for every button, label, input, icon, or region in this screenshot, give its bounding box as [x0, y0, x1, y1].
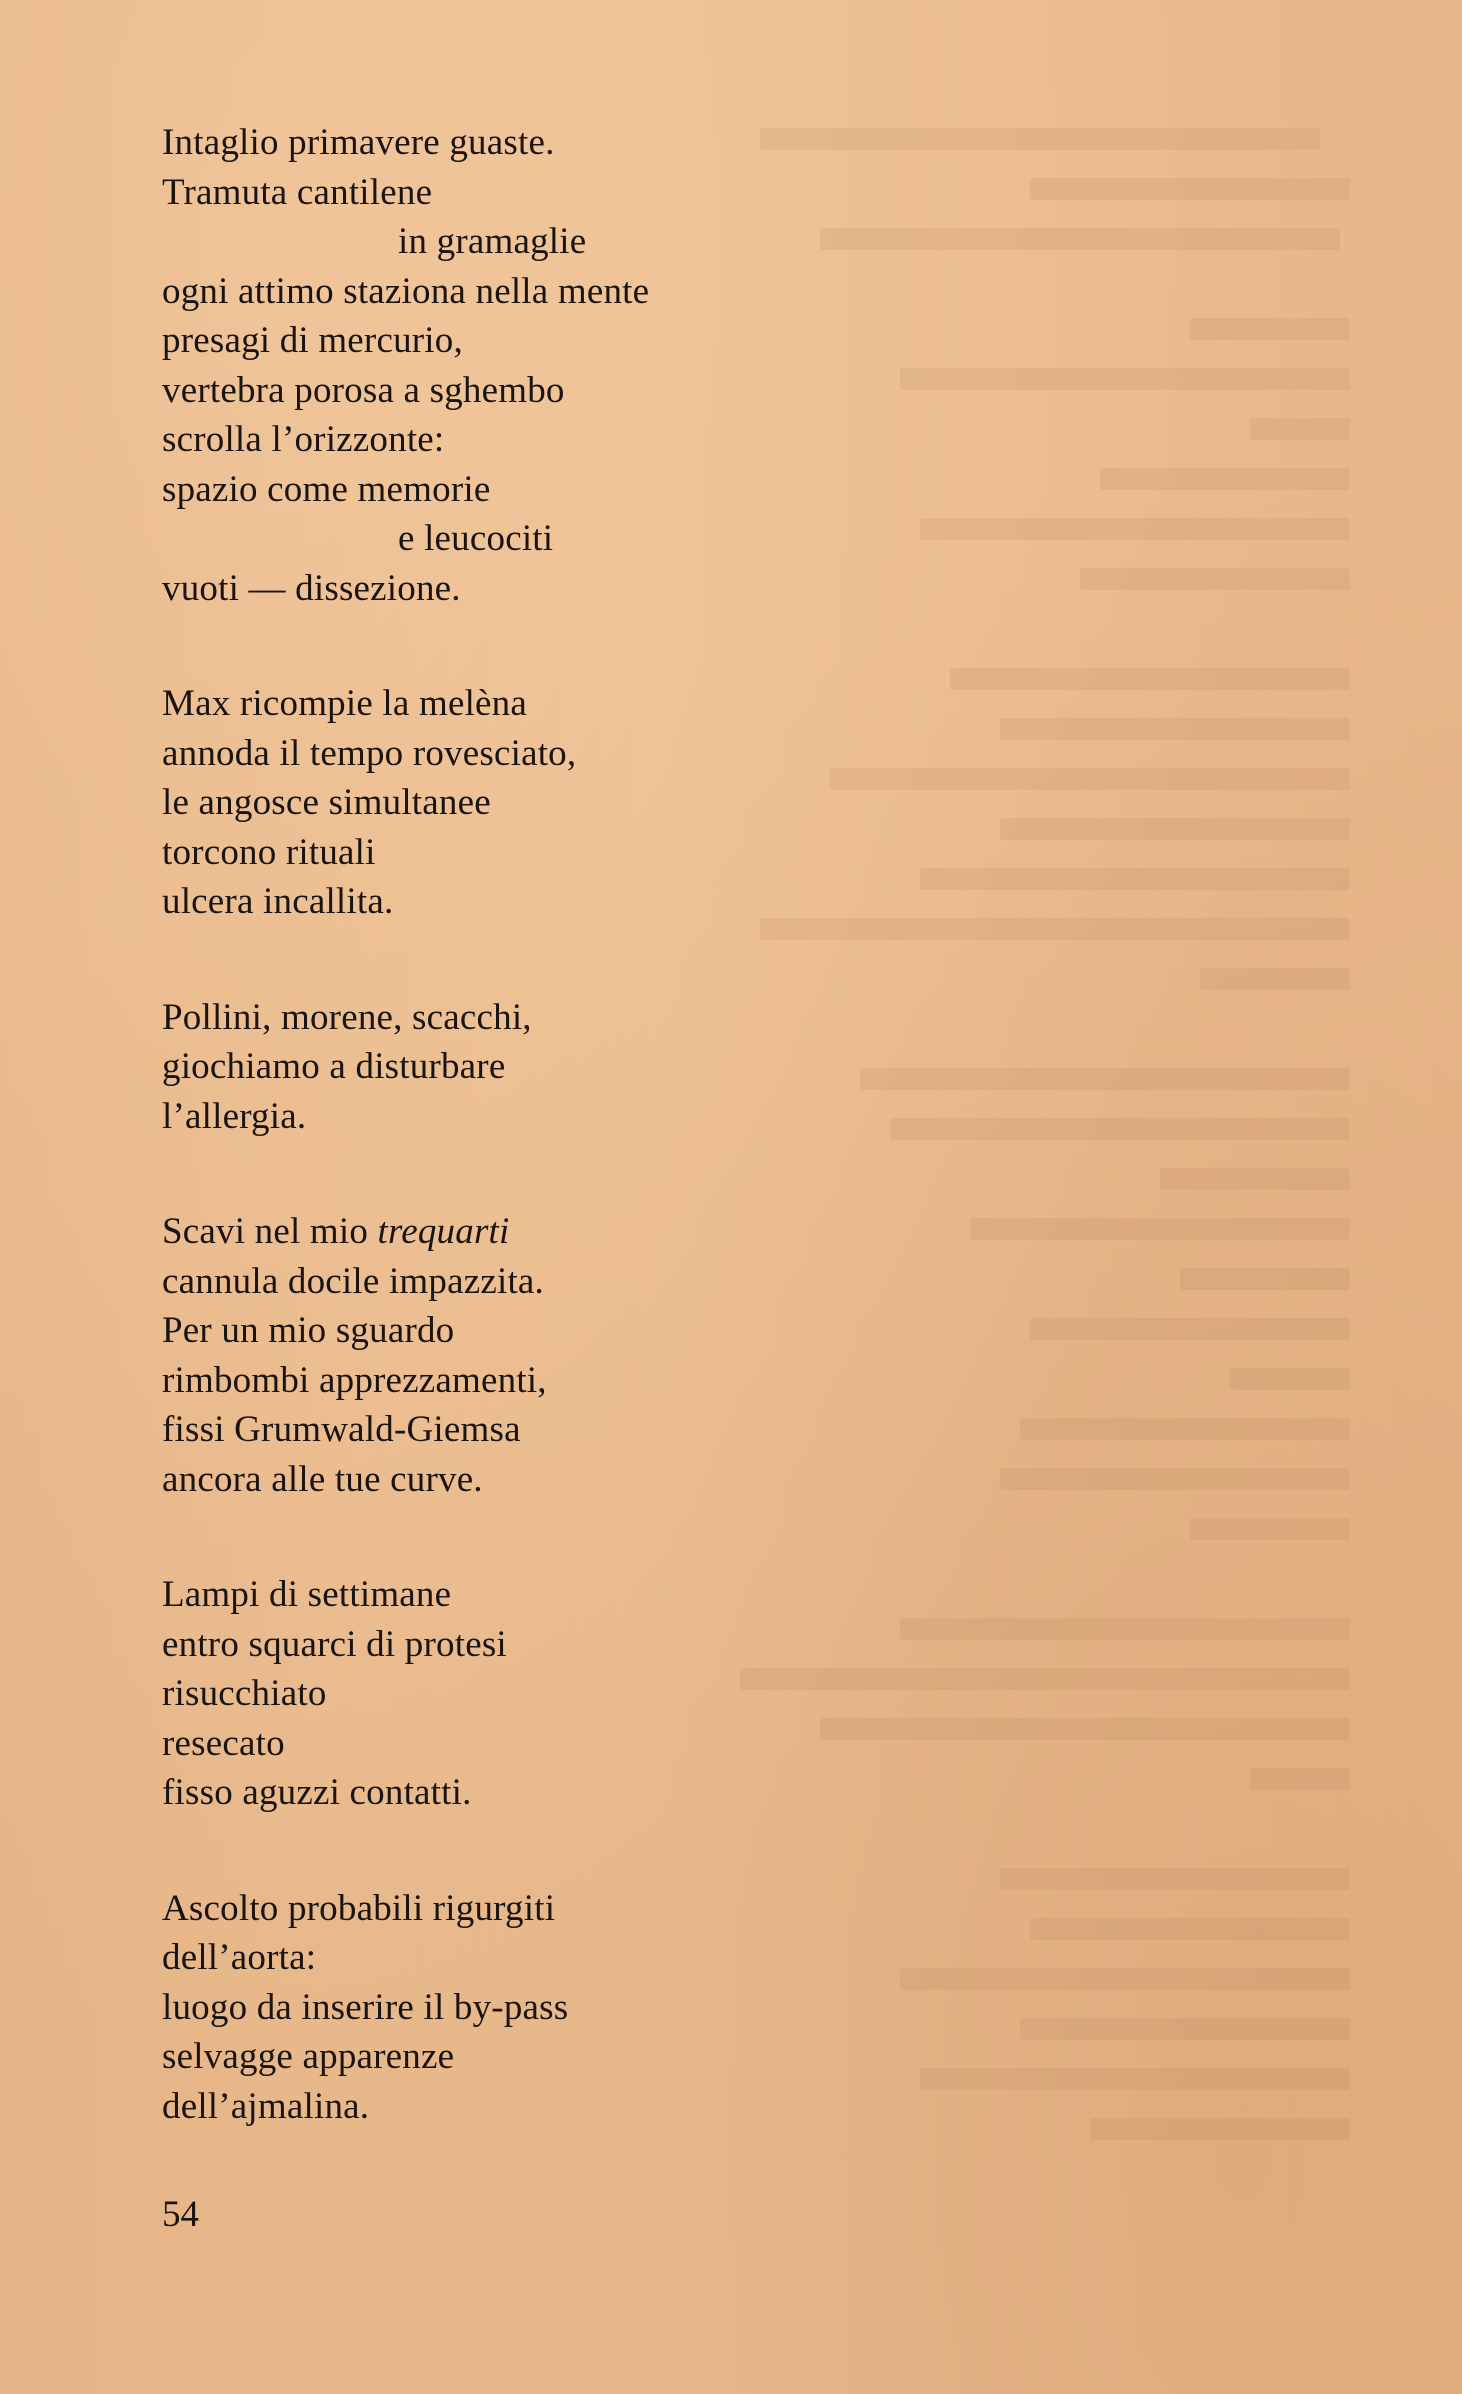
poem-line: Pollini, morene, scacchi,: [162, 996, 532, 1038]
poem-line: ulcera incallita.: [162, 881, 394, 922]
poem-line: resecato: [162, 1722, 285, 1764]
poem-line: spazio come memorie: [162, 468, 491, 510]
poem-line: cannula docile impazzita.: [162, 1260, 545, 1302]
poem-line: luogo da inserire il by-pass: [162, 1986, 569, 2028]
poem-line: le angosce simultanee: [162, 782, 491, 823]
poem-line: in gramaglie: [398, 221, 587, 262]
poem-line: fissi Grumwald-Giemsa: [162, 1409, 521, 1450]
poem-line: vertebra porosa a sghembo: [162, 369, 565, 411]
poem-line: selvagge apparenze: [162, 2036, 455, 2077]
stanza-5: [162, 1570, 922, 1818]
stanza-4: [162, 1207, 922, 1504]
poem-line: risucchiato: [162, 1673, 327, 1714]
poem-line: Ascolto probabili rigurgiti: [162, 1887, 556, 1929]
poem-line: Max ricompie la melèna: [162, 683, 528, 724]
poem-line: l’allergia.: [162, 1095, 307, 1137]
poem-line: entro squarci di protesi: [162, 1623, 507, 1665]
poem-line: vuoti — dissezione.: [162, 567, 461, 609]
poem-line: Intaglio primavere guaste.: [162, 122, 555, 163]
italic-word: trequarti: [377, 1211, 510, 1252]
stanza-1: [162, 118, 922, 613]
page-number: 54: [162, 2194, 199, 2235]
poem-line: torcono rituali: [162, 831, 376, 873]
poem-line: dell’aorta:: [162, 1937, 317, 1978]
poem-line: scrolla l’orizzonte:: [162, 419, 445, 460]
poem-line: rimbombi apprezzamenti,: [162, 1359, 547, 1401]
poem-line: giochiamo a disturbare: [162, 1046, 506, 1087]
stanza-6: [162, 1884, 922, 2132]
poem-line: annoda il tempo rovesciato,: [162, 732, 577, 774]
stanza-3: [162, 993, 922, 1142]
poem-line: e leucociti: [398, 518, 554, 559]
poem-line: fisso aguzzi contatti.: [162, 1772, 472, 1813]
stanza-2: [162, 679, 922, 927]
poem-line: ancora alle tue curve.: [162, 1458, 483, 1500]
poem-line: presagi di mercurio,: [162, 320, 463, 361]
poem-line-text: Scavi nel mio: [162, 1211, 369, 1252]
poem-line: dell’ajmalina.: [162, 2085, 370, 2127]
poem: [162, 118, 922, 2197]
poem-line: Tramuta cantilene: [162, 171, 433, 213]
poem-line: ogni attimo staziona nella mente: [162, 270, 650, 312]
poem-line: Lampi di settimane: [162, 1574, 452, 1615]
poem-line: Per un mio sguardo: [162, 1310, 455, 1351]
poem-line: [162, 1207, 922, 1257]
